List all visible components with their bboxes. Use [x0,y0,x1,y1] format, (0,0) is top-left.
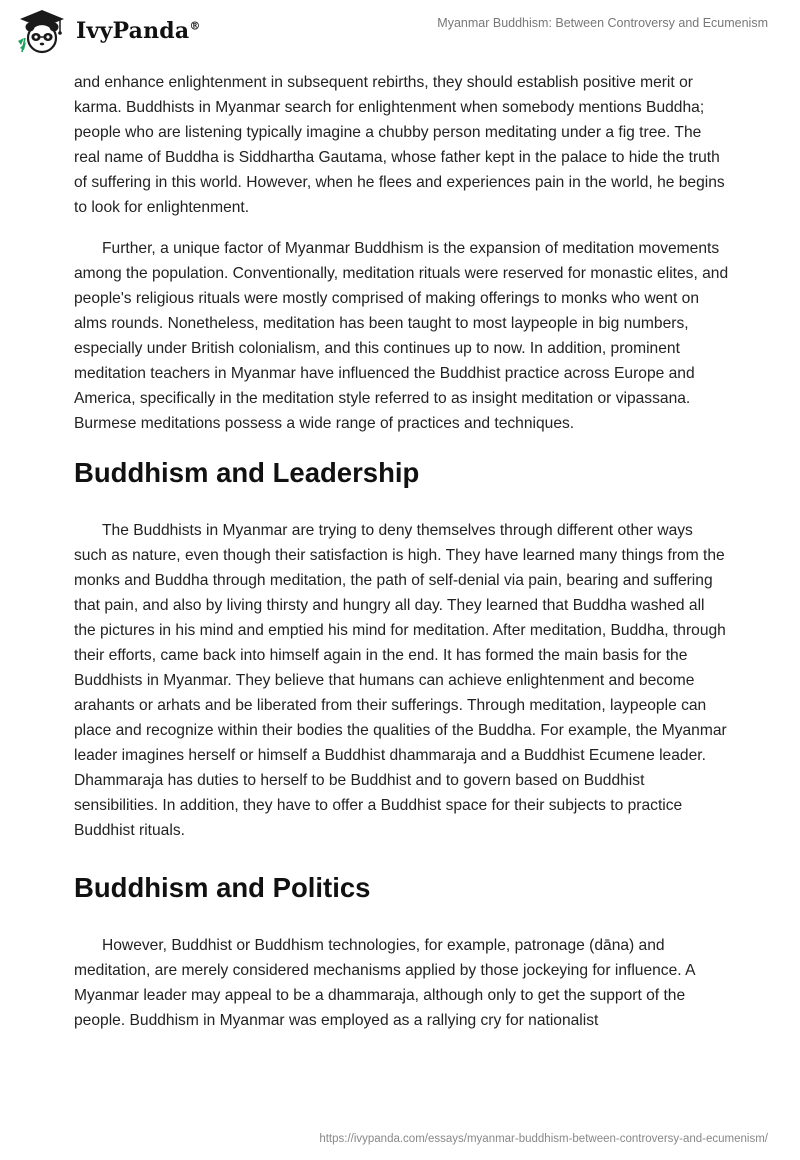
page-header [0,0,800,60]
source-url-link[interactable]: https://ivypanda.com/essays/myanmar-buddhism-between-controversy-and-ecumenism/ [319,1133,768,1145]
brand-logo[interactable] [14,8,201,54]
heading-buddhism-politics: Buddhism and Politics [74,872,371,903]
heading-buddhism-leadership: Buddhism and Leadership [74,457,420,488]
document-title: Myanmar Buddhism: Between Controversy and Ecumenism [437,16,768,30]
paragraph-3: The Buddhists in Myanmar are trying to deny themselves through different other ways such as nature, even though their satisfaction is high. They have learned many things from the monks and Buddha through meditation, the path of self-denial via pain, bearing and suffering that pain, and also by living thirsty and hungry all day. They learned that Buddha washed all the pictures in his mind and emptied his mind for meditation. After meditation, Buddha, through their efforts, came back into himself again in the end. It has formed the main basis for the Buddhists in Myanmar. They believe that humans can achieve enlightenment and become arahants or arhats and be liberated from their sufferings. Through meditation, laypeople can place and recognize within their bodies the qualities of the Buddha. For example, the Myanmar leader imagines herself or himself a Buddhist dhammaraja and a Buddhist Ecumene leader. Dhammaraja has duties to herself to be Buddhist and to govern based on Buddhist sensibilities. In addition, they have to offer a Buddhist space for their subjects to practice Buddhist rituals. [74,522,727,839]
paragraph-2: Further, a unique factor of Myanmar Buddhism is the expansion of meditation movements among the population. Conventionally, meditation rituals were reserved for monastic elites, and people's religious rituals were mostly comprised of making offerings to monks who went on alms rounds. Nonetheless, meditation has been taught to most laypeople in big numbers, especially under British colonialism, and this continues up to now. In addition, prominent meditation teachers in Myanmar have influenced the Buddhist practice across Europe and America, specifically in the meditation style referred to as insight meditation or vipassana. Burmese meditations possess a wide range of practices and techniques. [74,240,729,432]
panda-logo-icon [14,8,70,54]
article-body [74,70,730,1033]
paragraph-4: However, Buddhist or Buddhism technologies, for example, patronage (dāna) and meditation, are merely considered mechanisms applied by those jockeying for influence. A Myanmar leader may appeal to be a dhammaraja, although only to get the support of the people. Buddhism in Myanmar was employed as a rallying cry for nationalist [74,937,695,1029]
paragraph-1: and enhance enlightenment in subsequent rebirths, they should establish positive merit or karma. Buddhists in Myanmar search for enlightenment when somebody mentions Buddha; people who are listening typically imagine a chubby person meditating under a fig tree. The real name of Buddha is Siddhartha Gautama, whose father kept in the palace to hide the truth of suffering in this world. However, when he flees and experiences pain in the world, he begins to look for enlightenment. [74,74,725,216]
brand-name: IvyPanda® [76,18,201,44]
